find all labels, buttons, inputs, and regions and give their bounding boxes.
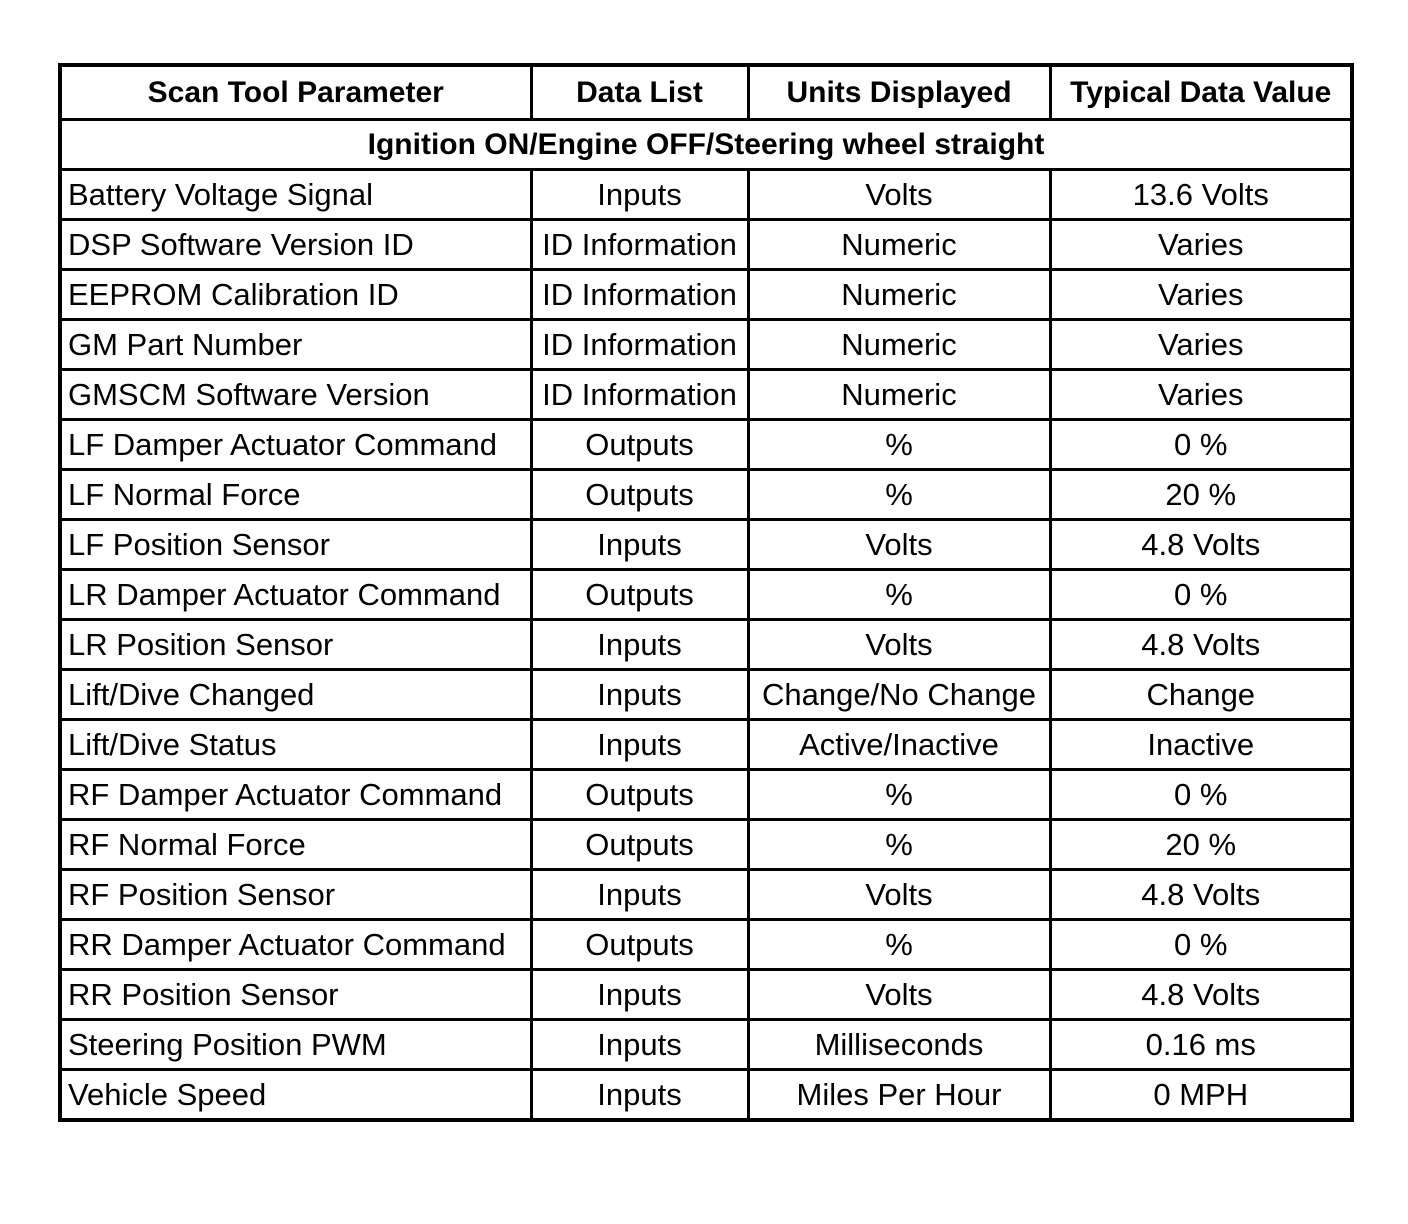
table-row: [60, 169, 1352, 219]
units-cell: %: [748, 819, 1050, 869]
header-scan-tool-parameter: Scan Tool Parameter: [60, 65, 531, 119]
header-data-list: Data List: [531, 65, 748, 119]
parameter-cell: DSP Software Version ID: [60, 219, 531, 269]
units-cell: %: [748, 919, 1050, 969]
units-cell: %: [748, 469, 1050, 519]
parameter-cell: GMSCM Software Version: [60, 369, 531, 419]
table-row: [60, 369, 1352, 419]
data-list-cell: Inputs: [531, 619, 748, 669]
table-row: [60, 319, 1352, 369]
data-list-cell: Inputs: [531, 969, 748, 1019]
units-cell: Change/No Change: [748, 669, 1050, 719]
parameter-cell: LF Normal Force: [60, 469, 531, 519]
table-row: [60, 219, 1352, 269]
typical-value-cell: 4.8 Volts: [1050, 869, 1352, 919]
typical-value-cell: Inactive: [1050, 719, 1352, 769]
units-cell: %: [748, 569, 1050, 619]
parameter-cell: RF Damper Actuator Command: [60, 769, 531, 819]
table-row: [60, 1019, 1352, 1069]
units-cell: Volts: [748, 869, 1050, 919]
parameter-cell: LF Damper Actuator Command: [60, 419, 531, 469]
data-list-cell: Outputs: [531, 919, 748, 969]
typical-value-cell: 20 %: [1050, 819, 1352, 869]
typical-value-cell: 0 %: [1050, 569, 1352, 619]
parameter-cell: EEPROM Calibration ID: [60, 269, 531, 319]
parameter-cell: Lift/Dive Status: [60, 719, 531, 769]
table-row: [60, 1069, 1352, 1120]
table-row: [60, 669, 1352, 719]
table-row: [60, 769, 1352, 819]
data-list-cell: Outputs: [531, 819, 748, 869]
parameter-cell: RR Damper Actuator Command: [60, 919, 531, 969]
table-row: [60, 269, 1352, 319]
parameter-cell: Vehicle Speed: [60, 1069, 531, 1120]
typical-value-cell: Varies: [1050, 369, 1352, 419]
header-typical-data-value: Typical Data Value: [1050, 65, 1352, 119]
data-list-cell: ID Information: [531, 369, 748, 419]
typical-value-cell: Varies: [1050, 319, 1352, 369]
data-list-cell: Outputs: [531, 469, 748, 519]
data-list-cell: ID Information: [531, 319, 748, 369]
parameter-cell: Lift/Dive Changed: [60, 669, 531, 719]
parameter-cell: LR Position Sensor: [60, 619, 531, 669]
table-row: [60, 919, 1352, 969]
units-cell: %: [748, 769, 1050, 819]
units-cell: Volts: [748, 969, 1050, 1019]
parameter-cell: Steering Position PWM: [60, 1019, 531, 1069]
table-row: [60, 469, 1352, 519]
typical-value-cell: Change: [1050, 669, 1352, 719]
table-header-row: [60, 65, 1352, 119]
units-cell: Numeric: [748, 219, 1050, 269]
typical-value-cell: 13.6 Volts: [1050, 169, 1352, 219]
typical-value-cell: 0 %: [1050, 419, 1352, 469]
table-row: [60, 569, 1352, 619]
units-cell: Numeric: [748, 369, 1050, 419]
units-cell: Volts: [748, 619, 1050, 669]
typical-value-cell: 4.8 Volts: [1050, 969, 1352, 1019]
units-cell: Numeric: [748, 269, 1050, 319]
data-list-cell: Inputs: [531, 169, 748, 219]
condition-label: Ignition ON/Engine OFF/Steering wheel straight: [60, 119, 1352, 169]
data-list-cell: Inputs: [531, 669, 748, 719]
typical-value-cell: 0 %: [1050, 919, 1352, 969]
units-cell: Milliseconds: [748, 1019, 1050, 1069]
parameter-cell: RR Position Sensor: [60, 969, 531, 1019]
units-cell: Numeric: [748, 319, 1050, 369]
data-list-cell: Inputs: [531, 1019, 748, 1069]
data-list-cell: ID Information: [531, 219, 748, 269]
data-list-cell: Outputs: [531, 569, 748, 619]
units-cell: Volts: [748, 519, 1050, 569]
typical-value-cell: Varies: [1050, 219, 1352, 269]
table-row: [60, 519, 1352, 569]
scan-tool-data-table: [58, 63, 1354, 1122]
table-row: [60, 969, 1352, 1019]
typical-value-cell: 0 MPH: [1050, 1069, 1352, 1120]
typical-value-cell: 20 %: [1050, 469, 1352, 519]
units-cell: Active/Inactive: [748, 719, 1050, 769]
parameter-cell: RF Position Sensor: [60, 869, 531, 919]
header-units-displayed: Units Displayed: [748, 65, 1050, 119]
typical-value-cell: 0.16 ms: [1050, 1019, 1352, 1069]
parameter-cell: Battery Voltage Signal: [60, 169, 531, 219]
table-row: [60, 819, 1352, 869]
parameter-cell: LF Position Sensor: [60, 519, 531, 569]
parameter-cell: GM Part Number: [60, 319, 531, 369]
table-row: [60, 419, 1352, 469]
typical-value-cell: Varies: [1050, 269, 1352, 319]
parameter-cell: RF Normal Force: [60, 819, 531, 869]
typical-value-cell: 0 %: [1050, 769, 1352, 819]
table-row: [60, 719, 1352, 769]
table-row: [60, 619, 1352, 669]
units-cell: %: [748, 419, 1050, 469]
data-list-cell: Inputs: [531, 869, 748, 919]
data-list-cell: Inputs: [531, 719, 748, 769]
data-list-cell: Outputs: [531, 769, 748, 819]
data-list-cell: Inputs: [531, 1069, 748, 1120]
data-list-cell: Outputs: [531, 419, 748, 469]
units-cell: Volts: [748, 169, 1050, 219]
typical-value-cell: 4.8 Volts: [1050, 519, 1352, 569]
typical-value-cell: 4.8 Volts: [1050, 619, 1352, 669]
units-cell: Miles Per Hour: [748, 1069, 1050, 1120]
table-row: [60, 869, 1352, 919]
data-list-cell: ID Information: [531, 269, 748, 319]
data-list-cell: Inputs: [531, 519, 748, 569]
parameter-cell: LR Damper Actuator Command: [60, 569, 531, 619]
condition-row: [60, 119, 1352, 169]
